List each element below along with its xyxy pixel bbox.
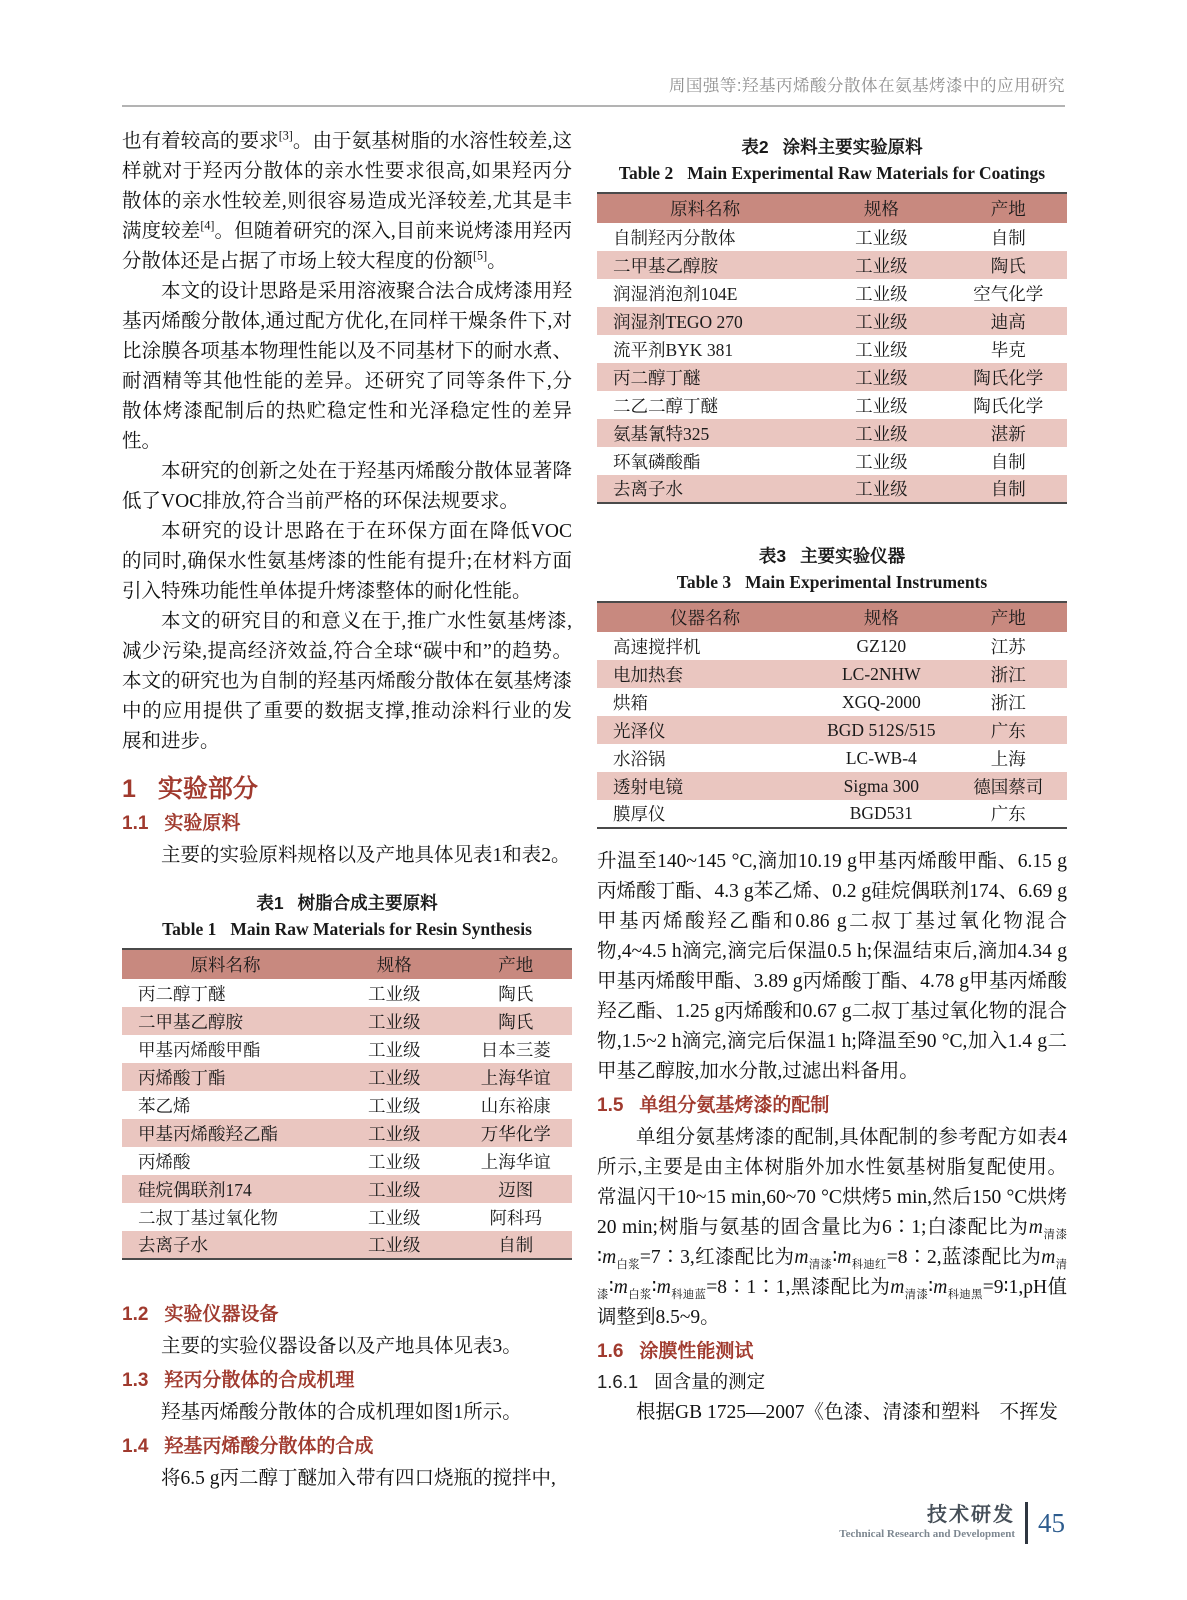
- table-header-cell: 原料名称: [122, 949, 329, 979]
- section-title: 羟丙分散体的合成机理: [164, 1370, 355, 1391]
- table1-title-cn: 树脂合成主要原料: [297, 893, 438, 913]
- table3-caption-cn: [597, 544, 1067, 569]
- section-number: 1.3: [122, 1370, 149, 1391]
- table-cell: 浙江: [990, 664, 1026, 685]
- paragraph-purpose: 本文的研究目的和意义在于,推广水性氨基烤漆,减少污染,提高经济效益,符合全球“碳中和”的趋势。本文的研究也为自制的羟基丙烯酸分散体在氨基烤漆中的应用提供了重要的数据支撑,推动涂料行业的发展和进步。: [122, 611, 572, 752]
- paragraph-see-table3: 主要的实验仪器设备以及产地具体见表3。: [161, 1336, 522, 1357]
- table-row: [122, 1175, 572, 1203]
- section-heading-film-testing: [597, 1339, 1067, 1365]
- table2-title-cn: 涂料主要实验原料: [782, 137, 923, 157]
- section-title: 实验仪器设备: [164, 1304, 279, 1325]
- table-cell: 膜厚仪: [613, 804, 666, 824]
- table-cell: 工业级: [855, 339, 908, 360]
- table-cell: 工业级: [855, 311, 908, 332]
- header-rule: [122, 105, 1065, 107]
- section-number: 1.5: [597, 1095, 624, 1116]
- table-cell: 浙江: [990, 692, 1026, 713]
- table-cell: 润湿剂TEGO 270: [613, 311, 743, 332]
- table-row: [597, 716, 1067, 744]
- table-row: [122, 1147, 572, 1175]
- table-cell: 陶氏: [498, 983, 534, 1004]
- table-header-cell: 产地: [949, 602, 1067, 632]
- table-header-row: [122, 949, 572, 979]
- table-cell: 工业级: [855, 423, 908, 444]
- table-cell: 自制: [990, 451, 1026, 472]
- table-coating-raw-materials: [597, 192, 1067, 504]
- table-row: [597, 660, 1067, 688]
- table-header-cell: 规格: [813, 193, 949, 223]
- table-cell: 光泽仪: [613, 720, 666, 741]
- table-cell: LC-2NHW: [841, 663, 921, 684]
- table-cell: 万华化学: [480, 1123, 551, 1144]
- table-row: [597, 223, 1067, 251]
- table-row: [597, 363, 1067, 391]
- table3-title-cn: 主要实验仪器: [800, 546, 906, 566]
- section-number: 1: [122, 775, 136, 803]
- table-cell: 水浴锅: [613, 748, 666, 769]
- table-cell: 工业级: [855, 283, 908, 304]
- section-number: 1.2: [122, 1304, 149, 1325]
- content-columns: [122, 127, 1068, 1494]
- table-cell: 上海华谊: [480, 1151, 551, 1172]
- table-cell: Sigma 300: [843, 775, 920, 796]
- table-cell: BGD 512S/515: [827, 719, 936, 740]
- table-cell: 日本三菱: [480, 1039, 551, 1060]
- section-title: 实验原料: [164, 813, 241, 834]
- table-cell: 陶氏化学: [973, 367, 1044, 388]
- table-cell: XGQ-2000: [841, 691, 921, 712]
- table-row: [122, 1203, 572, 1231]
- table-cell: 迈图: [498, 1179, 534, 1200]
- table-header-cell: 原料名称: [597, 193, 813, 223]
- paragraph-gb-standard: 根据GB 1725—2007《色漆、清漆和塑料 不挥发: [636, 1402, 1058, 1423]
- table-cell: 自制: [990, 479, 1026, 499]
- table-row: [597, 772, 1067, 800]
- footer-section-label: [839, 1504, 1015, 1542]
- table-row: [597, 475, 1067, 503]
- table-row: [597, 251, 1067, 279]
- table-row: [597, 419, 1067, 447]
- page-number: 45: [1038, 1507, 1065, 1538]
- subsection-heading-solid-content: [597, 1369, 1067, 1396]
- right-column: [597, 127, 1067, 1494]
- table-header-row: [597, 602, 1067, 632]
- section-heading-instruments: [122, 1302, 572, 1328]
- table-header-cell: 产地: [460, 949, 573, 979]
- table-cell: 空气化学: [973, 283, 1044, 304]
- table-cell: LC-WB-4: [845, 747, 917, 768]
- table-cell: 电加热套: [613, 664, 683, 685]
- table-cell: 陶氏: [990, 255, 1026, 276]
- table-header-cell: 规格: [329, 949, 460, 979]
- table-row: [597, 632, 1067, 660]
- table-cell: 工业级: [368, 1039, 421, 1060]
- section-title: 单组分氨基烤漆的配制: [639, 1095, 830, 1116]
- table-cell: 上海华谊: [480, 1067, 551, 1088]
- table3-label-cn: 表3: [758, 546, 787, 566]
- table-row: [122, 1091, 572, 1119]
- table2-label-en: Table 2: [618, 163, 674, 183]
- table-row: [597, 800, 1067, 828]
- table-cell: 毕克: [990, 339, 1026, 360]
- table3-caption-en: [597, 569, 1067, 595]
- table-row: [597, 279, 1067, 307]
- table-cell: 工业级: [855, 367, 908, 388]
- table-cell: 二叔丁基过氧化物: [138, 1207, 278, 1228]
- table-cell: 工业级: [855, 255, 908, 276]
- table-row: [597, 335, 1067, 363]
- table1-label-en: Table 1: [162, 919, 217, 939]
- section-number: 1.4: [122, 1436, 149, 1457]
- section-title: 涂膜性能测试: [639, 1341, 754, 1362]
- table-row: [597, 307, 1067, 335]
- table-cell: 工业级: [368, 1123, 421, 1144]
- table-cell: 工业级: [855, 227, 908, 248]
- section-title: 实验部分: [157, 775, 258, 803]
- table-row: [122, 1035, 572, 1063]
- table-cell: 工业级: [855, 451, 908, 472]
- table-cell: 甲基丙烯酸甲酯: [138, 1039, 261, 1060]
- table-cell: 二乙二醇丁醚: [613, 395, 718, 416]
- table-cell: 二甲基乙醇胺: [138, 1011, 243, 1032]
- table-header-cell: 仪器名称: [597, 602, 813, 632]
- table-header-cell: 产地: [949, 193, 1067, 223]
- table-cell: 去离子水: [138, 1235, 208, 1255]
- paragraph-design-idea: 本文的设计思路是采用溶液聚合法合成烤漆用羟基丙烯酸分散体,通过配方优化,在同样干燥条件下,对比涂膜各项基本物理性能以及不同基材下的耐水煮、耐酒精等其他性能的差异。还研究了同等条件下,分散体烤漆配制后的热贮稳定性和光泽稳定性的差异性。: [122, 281, 572, 452]
- paragraph-synthesis-start: 将6.5 g丙二醇丁醚加入带有四口烧瓶的搅拌中,: [161, 1468, 556, 1489]
- paragraph-see-figure1: 羟基丙烯酸分散体的合成机理如图1所示。: [161, 1402, 522, 1423]
- paragraph-synthesis-procedure: 升温至140~145 °C,滴加10.19 g甲基丙烯酸甲酯、6.15 g丙烯酸丁酯、4.3 g苯乙烯、0.2 g硅烷偶联剂174、6.69 g甲基丙烯酸羟乙酯和0.86 g二叔丁基过氧化物混合物,4~4.5 h滴完,滴完后保温0.5 h;保温结束后,滴加4.34 g甲基丙烯酸甲酯、3.89 g丙烯酸丁酯、4.78 g甲基丙烯酸羟乙酯、1.25 g丙烯酸和0.67 g二叔丁基过氧化物的混合物,1.5~2 h滴完,滴完后保温1 h;降温至90 °C,加入1.4 g二甲基乙醇胺,加水分散,过滤出料备用。: [597, 851, 1067, 1082]
- table-cell: 工业级: [368, 1011, 421, 1032]
- table3-title-en: Main Experimental Instruments: [745, 572, 988, 592]
- table-cell: 工业级: [368, 1067, 421, 1088]
- table-cell: 润湿消泡剂104E: [613, 283, 738, 304]
- table-cell: 工业级: [855, 395, 908, 416]
- table-cell: 高速搅拌机: [613, 636, 701, 657]
- table-cell: 丙二醇丁醚: [613, 367, 701, 388]
- table-cell: 自制: [990, 227, 1026, 248]
- table-cell: 环氧磷酸酯: [613, 451, 701, 472]
- table1-caption: [122, 891, 572, 942]
- table-cell: 江苏: [990, 636, 1026, 657]
- table-cell: 德国蔡司: [973, 776, 1044, 797]
- table-row: [122, 1119, 572, 1147]
- section-title: 固含量的测定: [654, 1373, 766, 1393]
- page-footer: [839, 1502, 1065, 1544]
- section-number: 1.1: [122, 813, 149, 834]
- table-cell: 丙二醇丁醚: [138, 983, 226, 1004]
- table-cell: 去离子水: [613, 479, 683, 499]
- table1-label-cn: 表1: [256, 893, 284, 913]
- table-cell: 工业级: [368, 1235, 421, 1255]
- footer-section-en: Technical Research and Development: [839, 1528, 1015, 1540]
- footer-divider: [1025, 1502, 1028, 1544]
- table2-caption: [597, 135, 1067, 186]
- table-row: [122, 1231, 572, 1259]
- table-cell: 自制: [498, 1235, 534, 1255]
- table-header-row: [597, 193, 1067, 223]
- table-cell: GZ120: [856, 635, 907, 656]
- table-cell: 工业级: [368, 1207, 421, 1228]
- table1-caption-cn: [122, 891, 572, 916]
- table-row: [597, 688, 1067, 716]
- table1-title-en: Main Raw Materials for Resin Synthesis: [230, 919, 532, 939]
- table-cell: 硅烷偶联剂174: [138, 1179, 252, 1200]
- table1-caption-en: [122, 916, 572, 942]
- table-cell: 氨基氰特325: [613, 423, 710, 444]
- table-cell: 工业级: [368, 1151, 421, 1172]
- table-row: [122, 979, 572, 1007]
- table-cell: 阿科玛: [489, 1207, 542, 1228]
- table-cell: 流平剂BYK 381: [613, 339, 734, 360]
- table-row: [122, 1007, 572, 1035]
- paragraph-innovation: 本研究的创新之处在于羟基丙烯酸分散体显著降低了VOC排放,符合当前严格的环保法规要求。: [122, 461, 572, 512]
- table-row: [597, 447, 1067, 475]
- table3-label-en: Table 3: [676, 572, 732, 592]
- table-row: [122, 1063, 572, 1091]
- table-cell: 山东裕康: [480, 1095, 551, 1116]
- section-title: 羟基丙烯酸分散体的合成: [164, 1436, 374, 1457]
- table-cell: 工业级: [368, 1095, 421, 1116]
- table-cell: 上海: [990, 748, 1026, 769]
- table2-label-cn: 表2: [741, 137, 769, 157]
- table-cell: 工业级: [368, 1179, 421, 1200]
- table-cell: 丙烯酸丁酯: [138, 1067, 226, 1088]
- table-cell: 陶氏化学: [973, 395, 1044, 416]
- paragraph-see-tables: 主要的实验原料规格以及产地具体见表1和表2。: [161, 845, 571, 866]
- left-column: [122, 127, 572, 1494]
- table-row: [597, 391, 1067, 419]
- table-cell: 透射电镜: [613, 776, 683, 797]
- running-title: 周国强等:羟基丙烯酸分散体在氨基烤漆中的应用研究: [668, 77, 1065, 95]
- section-heading-experimental: [122, 773, 572, 805]
- table-cell: 丙烯酸: [138, 1151, 191, 1172]
- table-cell: 烘箱: [613, 692, 648, 713]
- table-cell: 甲基丙烯酸羟乙酯: [138, 1123, 278, 1144]
- table-cell: 迪高: [990, 311, 1026, 332]
- table-instruments: [597, 601, 1067, 829]
- running-header: [122, 76, 1065, 96]
- section-heading-paint-preparation: [597, 1093, 1067, 1119]
- table-cell: 工业级: [368, 983, 421, 1004]
- table2-title-en: Main Experimental Raw Materials for Coatings: [687, 163, 1046, 183]
- section-heading-mechanism: [122, 1368, 572, 1394]
- table-cell: BGD531: [849, 803, 913, 823]
- sections-block: [122, 1302, 572, 1494]
- section-heading-raw-materials: [122, 811, 572, 837]
- table-row: [597, 744, 1067, 772]
- table3-caption: [597, 544, 1067, 595]
- section-number: 1.6: [597, 1341, 624, 1362]
- table-resin-raw-materials: [122, 948, 572, 1260]
- table2-caption-en: [597, 160, 1067, 186]
- paragraph-requirements: 也有着较高的要求[3]。由于氨基树脂的水溶性较差,这样就对于羟丙分散体的亲水性要求很高,如果羟丙分散体的亲水性较差,则很容易造成光泽较差,尤其是丰满度较差[4]。但随着研究的深入,目前来说烤漆用羟丙分散体还是占据了市场上较大程度的份额[5]。: [122, 128, 572, 272]
- table-header-cell: 规格: [813, 602, 949, 632]
- table-cell: 湛新: [990, 423, 1026, 444]
- table-cell: 工业级: [855, 479, 908, 499]
- paragraph-voc: 本研究的设计思路在于在环保方面在降低VOC的同时,确保水性氨基烤漆的性能有提升;在材料方面引入特殊功能性单体提升烤漆整体的耐化性能。: [122, 521, 572, 602]
- paragraph-paint-formula: 单组分氨基烤漆的配制,具体配制的参考配方如表4所示,主要是由主体树脂外加水性氨基树脂复配使用。常温闪干10~15 min,60~70 °C烘烤5 min,然后150 °C烘烤20 min;树脂与氨基的固含量比为6∶1;白漆配比为$m_{清漆}∶m_{白浆}=7∶3$,红漆配比为$m_{清漆}∶m_{科迪红}=8∶2$,蓝漆配比为$m_{清漆}∶m_{白浆}∶m_{科迪蓝}=8∶1∶1$,黑漆配比为$m_{清漆}∶m_{科迪黑}=9∶1,pH$值调整到8.5~9。: [597, 1127, 1068, 1328]
- table-cell: 陶氏: [498, 1011, 534, 1032]
- table-cell: 苯乙烯: [138, 1095, 191, 1116]
- table-cell: 广东: [990, 720, 1026, 741]
- table-cell: 二甲基乙醇胺: [613, 255, 718, 276]
- table-cell: 自制羟丙分散体: [613, 227, 736, 248]
- section-number: 1.6.1: [597, 1371, 639, 1392]
- table-cell: 广东: [990, 804, 1026, 824]
- footer-section-cn: 技术研发: [927, 1504, 1015, 1526]
- table2-caption-cn: [597, 135, 1067, 160]
- section-heading-synthesis: [122, 1434, 572, 1460]
